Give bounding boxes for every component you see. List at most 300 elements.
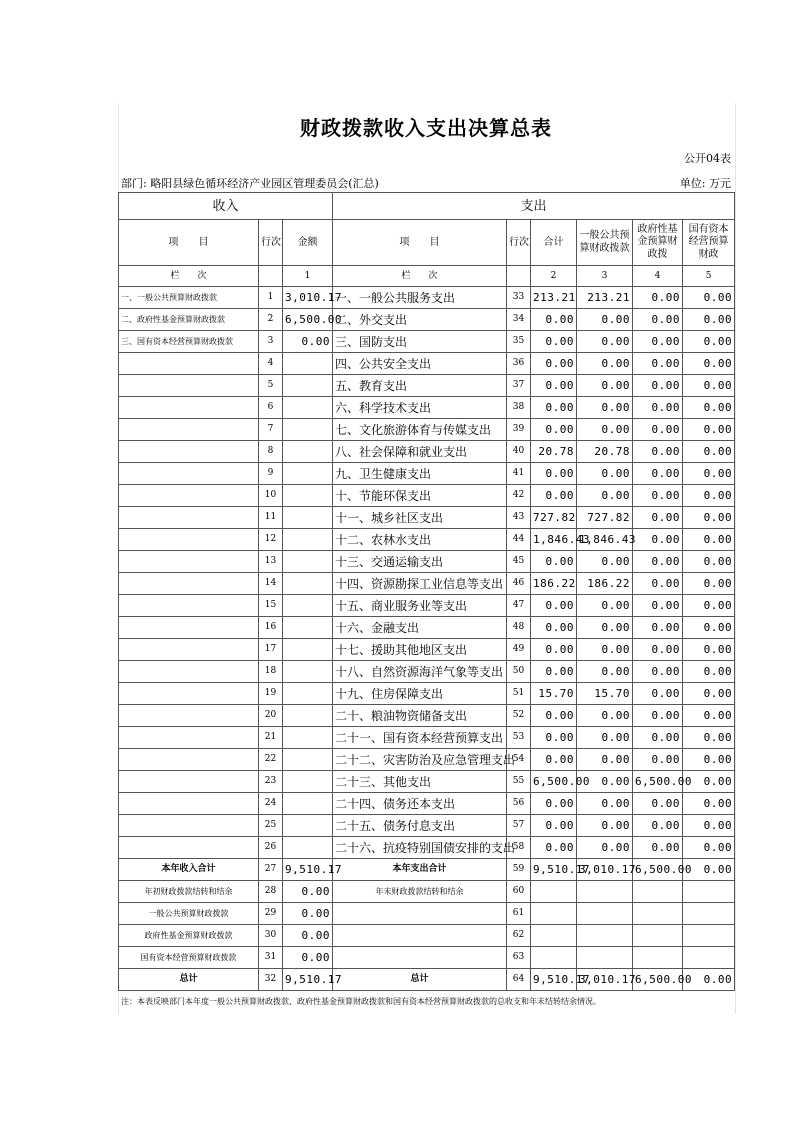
income-carry-label: 年初财政拨款结转和结余 xyxy=(119,881,259,903)
line-number: 2 xyxy=(259,309,283,331)
line-number: 57 xyxy=(507,815,531,837)
income-amount xyxy=(283,463,333,485)
line-number: 6 xyxy=(259,397,283,419)
fund-budget-value: 0.00 xyxy=(633,309,683,331)
income-carry-amount: 0.00 xyxy=(283,881,333,903)
department-label: 部门: 略阳县绿色循环经济产业园区管理委员会(汇总) xyxy=(121,177,379,190)
line-number: 49 xyxy=(507,639,531,661)
expense-item: 二十一、国有资本经营预算支出 xyxy=(333,727,507,749)
line-number: 24 xyxy=(259,793,283,815)
income-item xyxy=(119,661,259,683)
carry-general xyxy=(577,947,633,969)
line-number: 60 xyxy=(507,881,531,903)
carry-general xyxy=(577,925,633,947)
income-amount xyxy=(283,749,333,771)
line-number: 51 xyxy=(507,683,531,705)
expense-carry-label xyxy=(333,903,507,925)
fund-budget-value: 0.00 xyxy=(633,397,683,419)
general-budget-value: 0.00 xyxy=(577,837,633,859)
table-row xyxy=(119,441,735,463)
income-item xyxy=(119,397,259,419)
grand-total-row xyxy=(119,969,735,991)
line-number: 35 xyxy=(507,331,531,353)
year-total-state: 0.00 xyxy=(683,859,735,881)
line-number: 63 xyxy=(507,947,531,969)
table-row xyxy=(119,683,735,705)
line-number: 23 xyxy=(259,771,283,793)
table-row xyxy=(119,595,735,617)
expense-item: 二十二、灾害防治及应急管理支出 xyxy=(333,749,507,771)
expense-item: 二十四、债务还本支出 xyxy=(333,793,507,815)
income-carry-amount: 0.00 xyxy=(283,925,333,947)
expense-total: 1,846.43 xyxy=(531,529,577,551)
income-item xyxy=(119,573,259,595)
expense-carry-label xyxy=(333,925,507,947)
expense-year-total-label: 本年支出合计 xyxy=(333,859,507,881)
income-item: 一、一般公共预算财政拨款 xyxy=(119,287,259,309)
fund-budget-value: 0.00 xyxy=(633,353,683,375)
expense-item: 三、国防支出 xyxy=(333,331,507,353)
expense-item: 八、社会保障和就业支出 xyxy=(333,441,507,463)
grand-total-general: 3,010.17 xyxy=(577,969,633,991)
general-budget-value: 1,846.43 xyxy=(577,529,633,551)
expense-total: 0.00 xyxy=(531,639,577,661)
column-number-3: 3 xyxy=(577,266,633,287)
expense-carry-label xyxy=(333,947,507,969)
line-number: 54 xyxy=(507,749,531,771)
carry-row xyxy=(119,903,735,925)
income-item xyxy=(119,529,259,551)
income-amount xyxy=(283,727,333,749)
expense-total: 0.00 xyxy=(531,705,577,727)
column-label-expense: 栏 次 xyxy=(333,266,507,287)
line-number: 10 xyxy=(259,485,283,507)
income-item xyxy=(119,485,259,507)
line-number: 48 xyxy=(507,617,531,639)
income-amount xyxy=(283,485,333,507)
fund-budget-value: 0.00 xyxy=(633,529,683,551)
income-amount xyxy=(283,353,333,375)
column-blank xyxy=(507,266,531,287)
line-number: 38 xyxy=(507,397,531,419)
expense-total: 0.00 xyxy=(531,727,577,749)
fund-budget-value: 0.00 xyxy=(633,573,683,595)
line-number: 56 xyxy=(507,793,531,815)
income-amount: 3,010.17 xyxy=(283,287,333,309)
fund-budget-value: 0.00 xyxy=(633,551,683,573)
expense-item: 十八、自然资源海洋气象等支出 xyxy=(333,661,507,683)
table-row xyxy=(119,507,735,529)
column-number-2: 2 xyxy=(531,266,577,287)
general-budget-value: 213.21 xyxy=(577,287,633,309)
fund-budget-value: 6,500.00 xyxy=(633,771,683,793)
income-item xyxy=(119,353,259,375)
fund-budget-value: 0.00 xyxy=(633,507,683,529)
general-budget-value: 20.78 xyxy=(577,441,633,463)
table-row xyxy=(119,309,735,331)
line-number: 17 xyxy=(259,639,283,661)
income-amount xyxy=(283,771,333,793)
line-number: 1 xyxy=(259,287,283,309)
expense-total: 213.21 xyxy=(531,287,577,309)
general-budget-value: 727.82 xyxy=(577,507,633,529)
general-budget-value: 0.00 xyxy=(577,309,633,331)
state-capital-value: 0.00 xyxy=(683,749,735,771)
state-capital-value: 0.00 xyxy=(683,617,735,639)
table-row xyxy=(119,639,735,661)
income-item xyxy=(119,727,259,749)
fund-budget-value: 0.00 xyxy=(633,419,683,441)
line-number: 40 xyxy=(507,441,531,463)
state-capital-value: 0.00 xyxy=(683,771,735,793)
state-capital-value: 0.00 xyxy=(683,507,735,529)
income-grand-total-amount: 9,510.17 xyxy=(283,969,333,991)
table-row xyxy=(119,815,735,837)
income-item-header: 项 目 xyxy=(119,220,259,266)
line-number: 9 xyxy=(259,463,283,485)
income-item xyxy=(119,705,259,727)
state-capital-value: 0.00 xyxy=(683,287,735,309)
general-budget-value: 0.00 xyxy=(577,485,633,507)
year-total-fund: 6,500.00 xyxy=(633,859,683,881)
state-capital-value: 0.00 xyxy=(683,353,735,375)
expense-total: 15.70 xyxy=(531,683,577,705)
expense-total: 0.00 xyxy=(531,397,577,419)
column-number-1: 1 xyxy=(283,266,333,287)
state-capital-value: 0.00 xyxy=(683,529,735,551)
state-capital-value: 0.00 xyxy=(683,463,735,485)
expense-item: 十三、交通运输支出 xyxy=(333,551,507,573)
budget-table xyxy=(118,192,735,991)
fund-budget-value: 0.00 xyxy=(633,463,683,485)
state-capital-value: 0.00 xyxy=(683,375,735,397)
income-amount-header: 金额 xyxy=(283,220,333,266)
line-number: 62 xyxy=(507,925,531,947)
expense-item: 九、卫生健康支出 xyxy=(333,463,507,485)
expense-total: 727.82 xyxy=(531,507,577,529)
line-number: 39 xyxy=(507,419,531,441)
line-number: 12 xyxy=(259,529,283,551)
carry-general xyxy=(577,903,633,925)
expense-total: 6,500.00 xyxy=(531,771,577,793)
state-capital-value: 0.00 xyxy=(683,419,735,441)
line-number: 15 xyxy=(259,595,283,617)
fund-budget-value: 0.00 xyxy=(633,683,683,705)
unit-label: 单位: 万元 xyxy=(679,177,731,190)
table-row xyxy=(119,529,735,551)
expense-item: 一、一般公共服务支出 xyxy=(333,287,507,309)
grand-total-state: 0.00 xyxy=(683,969,735,991)
income-line-header: 行次 xyxy=(259,220,283,266)
general-budget-value: 0.00 xyxy=(577,353,633,375)
carry-row xyxy=(119,881,735,903)
income-carry-label: 一般公共预算财政拨款 xyxy=(119,903,259,925)
general-budget-value: 0.00 xyxy=(577,705,633,727)
expense-item: 十六、金融支出 xyxy=(333,617,507,639)
expense-item-header: 项 目 xyxy=(333,220,507,266)
expense-item: 二十五、债务付息支出 xyxy=(333,815,507,837)
form-id: 公开04表 xyxy=(684,152,731,165)
expense-item: 七、文化旅游体育与传媒支出 xyxy=(333,419,507,441)
expense-total: 20.78 xyxy=(531,441,577,463)
income-item xyxy=(119,507,259,529)
income-amount xyxy=(283,793,333,815)
expense-grand-total-label: 总计 xyxy=(333,969,507,991)
income-amount xyxy=(283,661,333,683)
income-carry-amount: 0.00 xyxy=(283,947,333,969)
income-item xyxy=(119,793,259,815)
expense-line-header: 行次 xyxy=(507,220,531,266)
income-amount xyxy=(283,595,333,617)
expense-item: 二十三、其他支出 xyxy=(333,771,507,793)
fund-budget-value: 0.00 xyxy=(633,639,683,661)
line-number: 3 xyxy=(259,331,283,353)
income-year-total-amount: 9,510.17 xyxy=(283,859,333,881)
carry-state xyxy=(683,903,735,925)
general-budget-value: 15.70 xyxy=(577,683,633,705)
table-row xyxy=(119,617,735,639)
state-capital-value: 0.00 xyxy=(683,309,735,331)
carry-total xyxy=(531,903,577,925)
line-number: 58 xyxy=(507,837,531,859)
state-capital-value: 0.00 xyxy=(683,441,735,463)
expense-item: 二十六、抗疫特别国债安排的支出 xyxy=(333,837,507,859)
carry-body xyxy=(119,881,735,969)
carry-total xyxy=(531,925,577,947)
expense-item: 二、外交支出 xyxy=(333,309,507,331)
table-row xyxy=(119,353,735,375)
carry-row xyxy=(119,947,735,969)
income-amount xyxy=(283,419,333,441)
table-row xyxy=(119,463,735,485)
carry-state xyxy=(683,947,735,969)
fund-budget-value: 0.00 xyxy=(633,375,683,397)
income-amount xyxy=(283,815,333,837)
line-number: 61 xyxy=(507,903,531,925)
line-number: 30 xyxy=(259,925,283,947)
expense-item: 十、节能环保支出 xyxy=(333,485,507,507)
expense-item: 五、教育支出 xyxy=(333,375,507,397)
expense-total: 0.00 xyxy=(531,595,577,617)
table-row xyxy=(119,397,735,419)
expense-total: 186.22 xyxy=(531,573,577,595)
income-item xyxy=(119,375,259,397)
carry-fund xyxy=(633,903,683,925)
expense-total: 0.00 xyxy=(531,661,577,683)
income-amount xyxy=(283,573,333,595)
expense-total: 0.00 xyxy=(531,837,577,859)
income-item xyxy=(119,749,259,771)
general-budget-value: 0.00 xyxy=(577,419,633,441)
income-amount xyxy=(283,551,333,573)
fund-budget-value: 0.00 xyxy=(633,837,683,859)
income-header: 收入 xyxy=(119,193,333,220)
line-number: 26 xyxy=(259,837,283,859)
expense-item: 十四、资源勘探工业信息等支出 xyxy=(333,573,507,595)
expense-total: 0.00 xyxy=(531,617,577,639)
line-number: 20 xyxy=(259,705,283,727)
expense-total: 0.00 xyxy=(531,375,577,397)
carry-total xyxy=(531,947,577,969)
expense-item: 六、科学技术支出 xyxy=(333,397,507,419)
expense-header: 支出 xyxy=(333,193,735,220)
fund-budget-header: 政府性基金预算财政拨 xyxy=(633,220,683,266)
expense-total: 0.00 xyxy=(531,815,577,837)
fund-budget-value: 0.00 xyxy=(633,485,683,507)
fund-budget-value: 0.00 xyxy=(633,441,683,463)
line-number: 33 xyxy=(507,287,531,309)
year-total-row xyxy=(119,859,735,881)
grand-total-fund: 6,500.00 xyxy=(633,969,683,991)
expense-item: 十二、农林水支出 xyxy=(333,529,507,551)
state-capital-value: 0.00 xyxy=(683,683,735,705)
income-carry-label: 国有资本经营预算财政拨款 xyxy=(119,947,259,969)
expense-item: 四、公共安全支出 xyxy=(333,353,507,375)
income-item xyxy=(119,771,259,793)
state-capital-value: 0.00 xyxy=(683,331,735,353)
table-body xyxy=(119,287,735,859)
expense-item: 十九、住房保障支出 xyxy=(333,683,507,705)
income-carry-label: 政府性基金预算财政拨款 xyxy=(119,925,259,947)
state-capital-value: 0.00 xyxy=(683,727,735,749)
line-number: 4 xyxy=(259,353,283,375)
expense-carry-label: 年末财政拨款结转和结余 xyxy=(333,881,507,903)
fund-budget-value: 0.00 xyxy=(633,815,683,837)
expense-item: 十五、商业服务业等支出 xyxy=(333,595,507,617)
carry-fund xyxy=(633,925,683,947)
general-budget-header: 一般公共预算财政拨款 xyxy=(577,220,633,266)
expense-total: 0.00 xyxy=(531,749,577,771)
line-number: 8 xyxy=(259,441,283,463)
table-row xyxy=(119,661,735,683)
income-amount xyxy=(283,639,333,661)
line-number: 53 xyxy=(507,727,531,749)
table-row xyxy=(119,749,735,771)
carry-total xyxy=(531,881,577,903)
fund-budget-value: 0.00 xyxy=(633,595,683,617)
line-number: 25 xyxy=(259,815,283,837)
income-amount xyxy=(283,683,333,705)
expense-total: 0.00 xyxy=(531,419,577,441)
general-budget-value: 0.00 xyxy=(577,595,633,617)
line-number: 14 xyxy=(259,573,283,595)
line-number: 44 xyxy=(507,529,531,551)
income-amount xyxy=(283,837,333,859)
line-number: 31 xyxy=(259,947,283,969)
line-number: 28 xyxy=(259,881,283,903)
state-capital-value: 0.00 xyxy=(683,793,735,815)
line-number: 45 xyxy=(507,551,531,573)
general-budget-value: 0.00 xyxy=(577,815,633,837)
income-amount xyxy=(283,617,333,639)
column-label-income: 栏 次 xyxy=(119,266,259,287)
line-number: 16 xyxy=(259,617,283,639)
total-header: 合计 xyxy=(531,220,577,266)
line-number: 59 xyxy=(507,859,531,881)
state-capital-value: 0.00 xyxy=(683,815,735,837)
table-row xyxy=(119,287,735,309)
state-capital-value: 0.00 xyxy=(683,485,735,507)
carry-state xyxy=(683,925,735,947)
income-item xyxy=(119,441,259,463)
table-row xyxy=(119,551,735,573)
line-number: 27 xyxy=(259,859,283,881)
general-budget-value: 0.00 xyxy=(577,661,633,683)
income-amount: 6,500.00 xyxy=(283,309,333,331)
line-number: 52 xyxy=(507,705,531,727)
fund-budget-value: 0.00 xyxy=(633,705,683,727)
income-item xyxy=(119,463,259,485)
table-row xyxy=(119,375,735,397)
state-capital-value: 0.00 xyxy=(683,397,735,419)
expense-item: 十一、城乡社区支出 xyxy=(333,507,507,529)
carry-fund xyxy=(633,881,683,903)
grand-total-amount: 9,510.17 xyxy=(531,969,577,991)
income-year-total-label: 本年收入合计 xyxy=(119,859,259,881)
expense-total: 0.00 xyxy=(531,353,577,375)
line-number: 46 xyxy=(507,573,531,595)
line-number: 36 xyxy=(507,353,531,375)
line-number: 29 xyxy=(259,903,283,925)
carry-fund xyxy=(633,947,683,969)
column-blank xyxy=(259,266,283,287)
income-item xyxy=(119,815,259,837)
general-budget-value: 0.00 xyxy=(577,397,633,419)
income-item xyxy=(119,837,259,859)
fund-budget-value: 0.00 xyxy=(633,287,683,309)
line-number: 43 xyxy=(507,507,531,529)
state-capital-value: 0.00 xyxy=(683,551,735,573)
income-grand-total-label: 总计 xyxy=(119,969,259,991)
general-budget-value: 0.00 xyxy=(577,749,633,771)
state-capital-value: 0.00 xyxy=(683,661,735,683)
line-number: 7 xyxy=(259,419,283,441)
line-number: 34 xyxy=(507,309,531,331)
line-number: 21 xyxy=(259,727,283,749)
line-number: 50 xyxy=(507,661,531,683)
line-number: 41 xyxy=(507,463,531,485)
fund-budget-value: 0.00 xyxy=(633,617,683,639)
state-capital-value: 0.00 xyxy=(683,573,735,595)
line-number: 42 xyxy=(507,485,531,507)
general-budget-value: 0.00 xyxy=(577,375,633,397)
state-capital-value: 0.00 xyxy=(683,837,735,859)
line-number: 11 xyxy=(259,507,283,529)
table-row xyxy=(119,727,735,749)
fund-budget-value: 0.00 xyxy=(633,727,683,749)
fund-budget-value: 0.00 xyxy=(633,793,683,815)
fund-budget-value: 0.00 xyxy=(633,749,683,771)
line-number: 18 xyxy=(259,661,283,683)
table-row xyxy=(119,705,735,727)
table-row xyxy=(119,793,735,815)
line-number: 37 xyxy=(507,375,531,397)
expense-item: 二十、粮油物资储备支出 xyxy=(333,705,507,727)
summary-body xyxy=(119,859,735,881)
income-item xyxy=(119,617,259,639)
general-budget-value: 0.00 xyxy=(577,793,633,815)
carry-state xyxy=(683,881,735,903)
carry-row xyxy=(119,925,735,947)
income-item: 三、国有资本经营预算财政拨款 xyxy=(119,331,259,353)
general-budget-value: 0.00 xyxy=(577,727,633,749)
expense-total: 0.00 xyxy=(531,463,577,485)
general-budget-value: 0.00 xyxy=(577,639,633,661)
year-total-amount: 9,510.17 xyxy=(531,859,577,881)
grand-total-body xyxy=(119,969,735,991)
income-item xyxy=(119,551,259,573)
table-row xyxy=(119,771,735,793)
